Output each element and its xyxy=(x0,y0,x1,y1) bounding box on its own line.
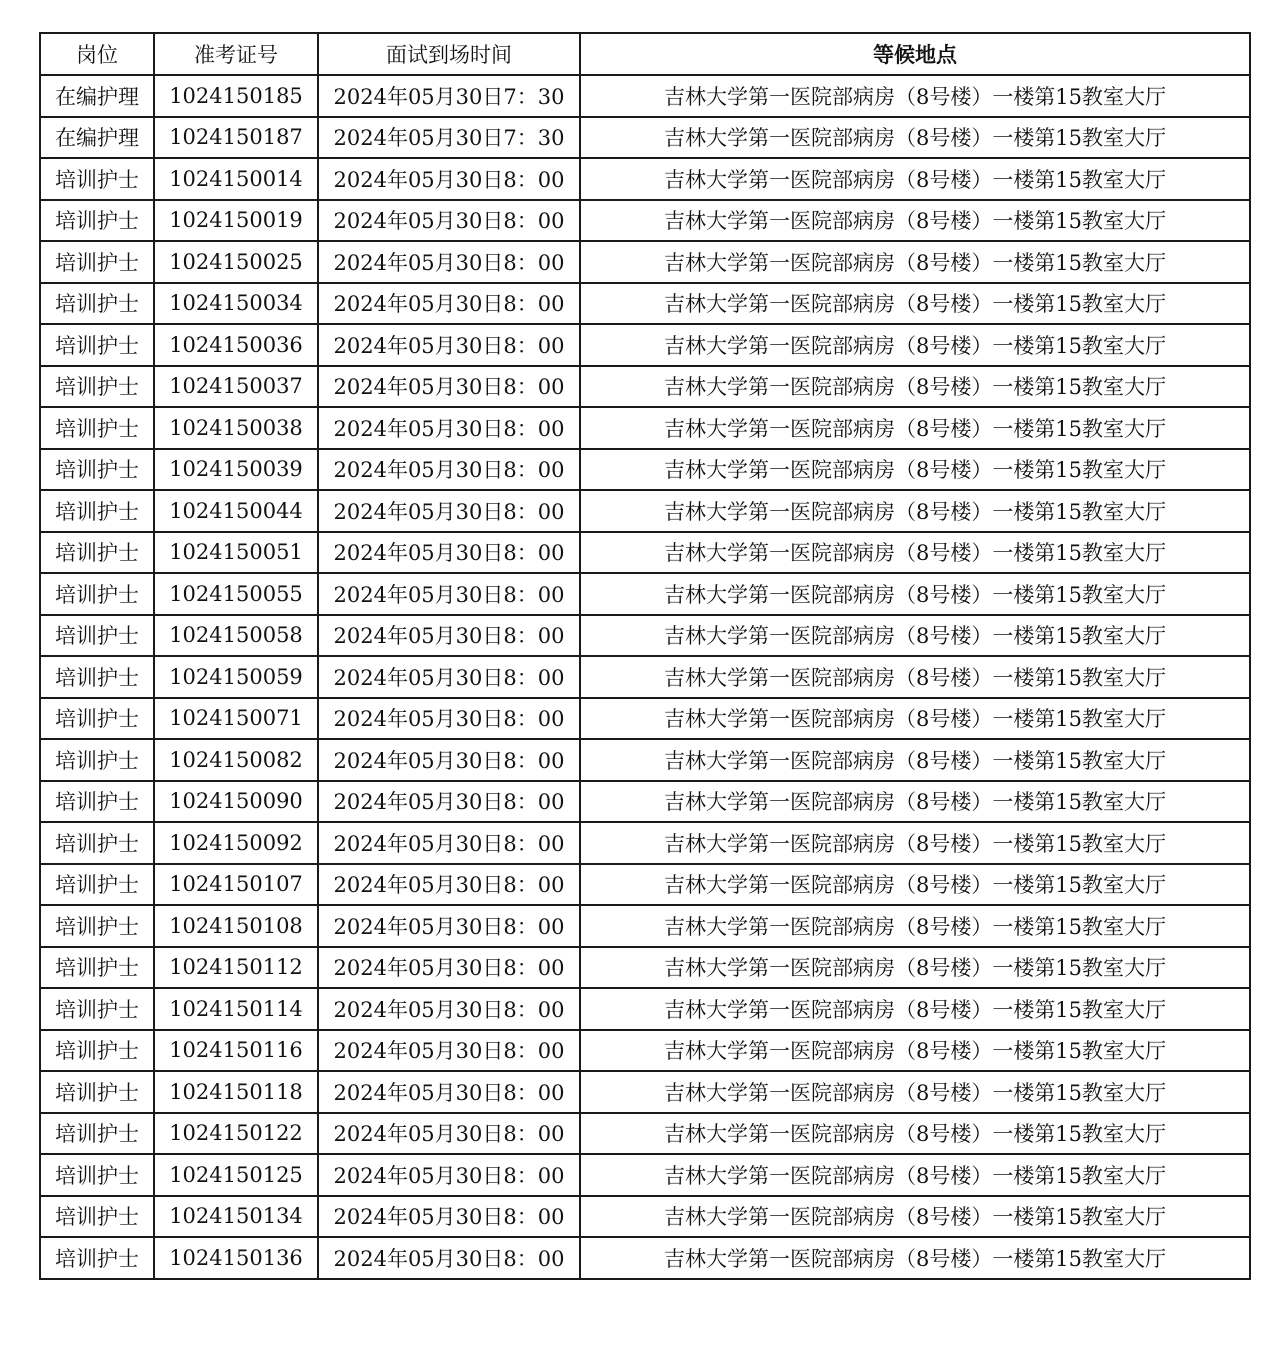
interview-schedule-sheet xyxy=(39,32,1249,1280)
cell-ticket-number: 1024150038 xyxy=(154,407,318,449)
cell-ticket-number: 1024150039 xyxy=(154,449,318,491)
cell-position: 培训护士 xyxy=(40,1030,154,1072)
cell-arrival-time: 2024年05月30日8：00 xyxy=(318,1113,580,1155)
header-ticket-number: 准考证号 xyxy=(154,33,318,75)
table-row xyxy=(40,698,1250,740)
cell-arrival-time: 2024年05月30日8：00 xyxy=(318,241,580,283)
cell-position: 培训护士 xyxy=(40,407,154,449)
cell-ticket-number: 1024150118 xyxy=(154,1071,318,1113)
cell-ticket-number: 1024150136 xyxy=(154,1237,318,1279)
cell-ticket-number: 1024150071 xyxy=(154,698,318,740)
cell-arrival-time: 2024年05月30日8：00 xyxy=(318,988,580,1030)
table-row xyxy=(40,1237,1250,1279)
cell-ticket-number: 1024150055 xyxy=(154,573,318,615)
cell-waiting-location: 吉林大学第一医院部病房（8号楼）一楼第15教室大厅 xyxy=(580,656,1250,698)
cell-arrival-time: 2024年05月30日8：00 xyxy=(318,1196,580,1238)
header-row xyxy=(40,33,1250,75)
cell-waiting-location: 吉林大学第一医院部病房（8号楼）一楼第15教室大厅 xyxy=(580,905,1250,947)
cell-arrival-time: 2024年05月30日8：00 xyxy=(318,1237,580,1279)
cell-position: 培训护士 xyxy=(40,615,154,657)
cell-arrival-time: 2024年05月30日8：00 xyxy=(318,864,580,906)
table-row xyxy=(40,739,1250,781)
cell-ticket-number: 1024150187 xyxy=(154,117,318,159)
cell-position: 培训护士 xyxy=(40,988,154,1030)
table-row xyxy=(40,366,1250,408)
cell-arrival-time: 2024年05月30日8：00 xyxy=(318,283,580,325)
table-header xyxy=(40,33,1250,75)
table-row xyxy=(40,947,1250,989)
cell-ticket-number: 1024150082 xyxy=(154,739,318,781)
cell-arrival-time: 2024年05月30日8：00 xyxy=(318,573,580,615)
cell-ticket-number: 1024150034 xyxy=(154,283,318,325)
cell-arrival-time: 2024年05月30日8：00 xyxy=(318,905,580,947)
cell-ticket-number: 1024150108 xyxy=(154,905,318,947)
cell-waiting-location: 吉林大学第一医院部病房（8号楼）一楼第15教室大厅 xyxy=(580,781,1250,823)
table-row xyxy=(40,117,1250,159)
table-row xyxy=(40,1196,1250,1238)
interview-schedule-table xyxy=(39,32,1251,1280)
cell-waiting-location: 吉林大学第一医院部病房（8号楼）一楼第15教室大厅 xyxy=(580,1196,1250,1238)
cell-waiting-location: 吉林大学第一医院部病房（8号楼）一楼第15教室大厅 xyxy=(580,283,1250,325)
cell-arrival-time: 2024年05月30日8：00 xyxy=(318,1071,580,1113)
cell-waiting-location: 吉林大学第一医院部病房（8号楼）一楼第15教室大厅 xyxy=(580,739,1250,781)
table-row xyxy=(40,324,1250,366)
cell-ticket-number: 1024150122 xyxy=(154,1113,318,1155)
cell-position: 培训护士 xyxy=(40,532,154,574)
table-row xyxy=(40,283,1250,325)
cell-waiting-location: 吉林大学第一医院部病房（8号楼）一楼第15教室大厅 xyxy=(580,532,1250,574)
cell-waiting-location: 吉林大学第一医院部病房（8号楼）一楼第15教室大厅 xyxy=(580,822,1250,864)
cell-position: 培训护士 xyxy=(40,1113,154,1155)
cell-position: 培训护士 xyxy=(40,947,154,989)
header-arrival-time: 面试到场时间 xyxy=(318,33,580,75)
cell-arrival-time: 2024年05月30日8：00 xyxy=(318,200,580,242)
table-row xyxy=(40,407,1250,449)
table-row xyxy=(40,490,1250,532)
cell-waiting-location: 吉林大学第一医院部病房（8号楼）一楼第15教室大厅 xyxy=(580,490,1250,532)
table-row xyxy=(40,781,1250,823)
cell-position: 培训护士 xyxy=(40,905,154,947)
cell-waiting-location: 吉林大学第一医院部病房（8号楼）一楼第15教室大厅 xyxy=(580,947,1250,989)
cell-ticket-number: 1024150116 xyxy=(154,1030,318,1072)
table-row xyxy=(40,1154,1250,1196)
table-row xyxy=(40,822,1250,864)
cell-arrival-time: 2024年05月30日8：00 xyxy=(318,656,580,698)
cell-position: 培训护士 xyxy=(40,449,154,491)
cell-position: 培训护士 xyxy=(40,864,154,906)
cell-position: 在编护理 xyxy=(40,117,154,159)
cell-arrival-time: 2024年05月30日7：30 xyxy=(318,75,580,117)
cell-arrival-time: 2024年05月30日8：00 xyxy=(318,739,580,781)
cell-ticket-number: 1024150051 xyxy=(154,532,318,574)
cell-waiting-location: 吉林大学第一医院部病房（8号楼）一楼第15教室大厅 xyxy=(580,1237,1250,1279)
cell-ticket-number: 1024150019 xyxy=(154,200,318,242)
cell-position: 培训护士 xyxy=(40,822,154,864)
cell-waiting-location: 吉林大学第一医院部病房（8号楼）一楼第15教室大厅 xyxy=(580,615,1250,657)
cell-ticket-number: 1024150059 xyxy=(154,656,318,698)
table-row xyxy=(40,988,1250,1030)
header-position: 岗位 xyxy=(40,33,154,75)
table-row xyxy=(40,656,1250,698)
cell-position: 培训护士 xyxy=(40,1154,154,1196)
cell-position: 培训护士 xyxy=(40,698,154,740)
cell-ticket-number: 1024150014 xyxy=(154,158,318,200)
table-row xyxy=(40,573,1250,615)
cell-waiting-location: 吉林大学第一医院部病房（8号楼）一楼第15教室大厅 xyxy=(580,1071,1250,1113)
cell-ticket-number: 1024150185 xyxy=(154,75,318,117)
cell-ticket-number: 1024150125 xyxy=(154,1154,318,1196)
cell-waiting-location: 吉林大学第一医院部病房（8号楼）一楼第15教室大厅 xyxy=(580,117,1250,159)
cell-ticket-number: 1024150036 xyxy=(154,324,318,366)
cell-waiting-location: 吉林大学第一医院部病房（8号楼）一楼第15教室大厅 xyxy=(580,75,1250,117)
table-row xyxy=(40,241,1250,283)
cell-position: 培训护士 xyxy=(40,739,154,781)
cell-waiting-location: 吉林大学第一医院部病房（8号楼）一楼第15教室大厅 xyxy=(580,241,1250,283)
table-row xyxy=(40,200,1250,242)
table-row xyxy=(40,75,1250,117)
cell-arrival-time: 2024年05月30日7：30 xyxy=(318,117,580,159)
cell-waiting-location: 吉林大学第一医院部病房（8号楼）一楼第15教室大厅 xyxy=(580,988,1250,1030)
table-row xyxy=(40,532,1250,574)
cell-position: 培训护士 xyxy=(40,1196,154,1238)
cell-ticket-number: 1024150044 xyxy=(154,490,318,532)
cell-waiting-location: 吉林大学第一医院部病房（8号楼）一楼第15教室大厅 xyxy=(580,324,1250,366)
cell-position: 培训护士 xyxy=(40,324,154,366)
cell-waiting-location: 吉林大学第一医院部病房（8号楼）一楼第15教室大厅 xyxy=(580,1113,1250,1155)
cell-ticket-number: 1024150092 xyxy=(154,822,318,864)
cell-waiting-location: 吉林大学第一医院部病房（8号楼）一楼第15教室大厅 xyxy=(580,200,1250,242)
cell-arrival-time: 2024年05月30日8：00 xyxy=(318,158,580,200)
cell-position: 培训护士 xyxy=(40,283,154,325)
cell-ticket-number: 1024150112 xyxy=(154,947,318,989)
cell-position: 培训护士 xyxy=(40,200,154,242)
table-row xyxy=(40,158,1250,200)
cell-position: 培训护士 xyxy=(40,573,154,615)
cell-ticket-number: 1024150058 xyxy=(154,615,318,657)
cell-arrival-time: 2024年05月30日8：00 xyxy=(318,822,580,864)
cell-waiting-location: 吉林大学第一医院部病房（8号楼）一楼第15教室大厅 xyxy=(580,864,1250,906)
cell-arrival-time: 2024年05月30日8：00 xyxy=(318,324,580,366)
cell-arrival-time: 2024年05月30日8：00 xyxy=(318,947,580,989)
table-body xyxy=(40,75,1250,1279)
cell-position: 培训护士 xyxy=(40,158,154,200)
cell-waiting-location: 吉林大学第一医院部病房（8号楼）一楼第15教室大厅 xyxy=(580,1030,1250,1072)
cell-arrival-time: 2024年05月30日8：00 xyxy=(318,407,580,449)
cell-waiting-location: 吉林大学第一医院部病房（8号楼）一楼第15教室大厅 xyxy=(580,698,1250,740)
table-row xyxy=(40,1071,1250,1113)
cell-ticket-number: 1024150025 xyxy=(154,241,318,283)
cell-ticket-number: 1024150134 xyxy=(154,1196,318,1238)
cell-waiting-location: 吉林大学第一医院部病房（8号楼）一楼第15教室大厅 xyxy=(580,449,1250,491)
cell-waiting-location: 吉林大学第一医院部病房（8号楼）一楼第15教室大厅 xyxy=(580,573,1250,615)
cell-arrival-time: 2024年05月30日8：00 xyxy=(318,532,580,574)
header-waiting-location: 等候地点 xyxy=(580,33,1250,75)
cell-position: 培训护士 xyxy=(40,1071,154,1113)
cell-arrival-time: 2024年05月30日8：00 xyxy=(318,490,580,532)
cell-arrival-time: 2024年05月30日8：00 xyxy=(318,1154,580,1196)
cell-position: 培训护士 xyxy=(40,1237,154,1279)
cell-waiting-location: 吉林大学第一医院部病房（8号楼）一楼第15教室大厅 xyxy=(580,1154,1250,1196)
cell-ticket-number: 1024150090 xyxy=(154,781,318,823)
cell-arrival-time: 2024年05月30日8：00 xyxy=(318,781,580,823)
table-row xyxy=(40,615,1250,657)
cell-arrival-time: 2024年05月30日8：00 xyxy=(318,449,580,491)
table-row xyxy=(40,449,1250,491)
table-row xyxy=(40,864,1250,906)
cell-waiting-location: 吉林大学第一医院部病房（8号楼）一楼第15教室大厅 xyxy=(580,158,1250,200)
cell-position: 培训护士 xyxy=(40,366,154,408)
cell-position: 培训护士 xyxy=(40,241,154,283)
cell-position: 培训护士 xyxy=(40,781,154,823)
cell-ticket-number: 1024150037 xyxy=(154,366,318,408)
cell-arrival-time: 2024年05月30日8：00 xyxy=(318,615,580,657)
cell-waiting-location: 吉林大学第一医院部病房（8号楼）一楼第15教室大厅 xyxy=(580,407,1250,449)
cell-ticket-number: 1024150114 xyxy=(154,988,318,1030)
cell-arrival-time: 2024年05月30日8：00 xyxy=(318,366,580,408)
cell-arrival-time: 2024年05月30日8：00 xyxy=(318,1030,580,1072)
table-row xyxy=(40,1113,1250,1155)
cell-arrival-time: 2024年05月30日8：00 xyxy=(318,698,580,740)
cell-position: 培训护士 xyxy=(40,490,154,532)
cell-position: 在编护理 xyxy=(40,75,154,117)
cell-waiting-location: 吉林大学第一医院部病房（8号楼）一楼第15教室大厅 xyxy=(580,366,1250,408)
table-row xyxy=(40,1030,1250,1072)
cell-ticket-number: 1024150107 xyxy=(154,864,318,906)
cell-position: 培训护士 xyxy=(40,656,154,698)
table-row xyxy=(40,905,1250,947)
